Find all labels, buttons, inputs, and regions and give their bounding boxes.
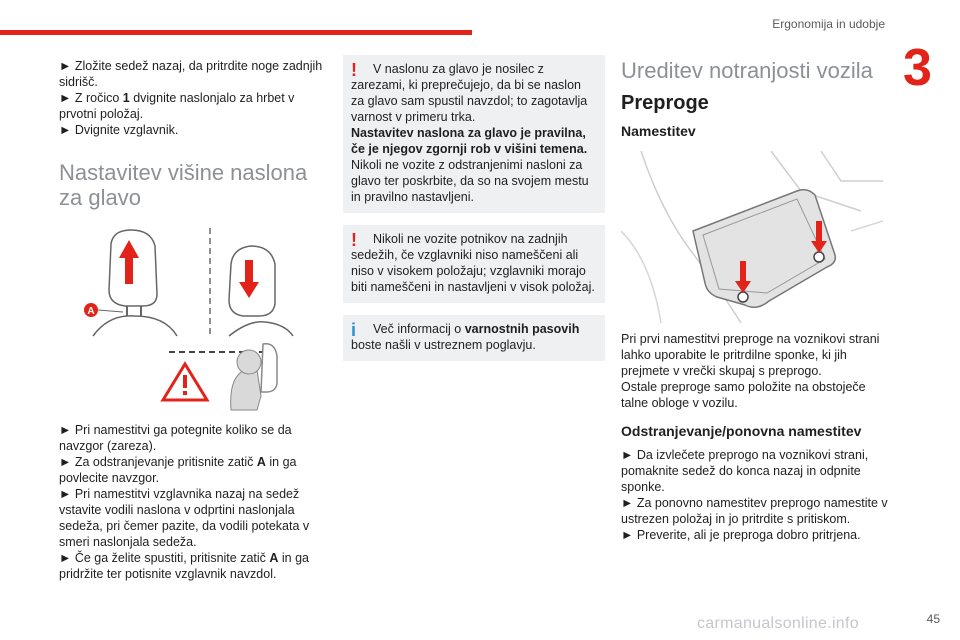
step: ► Z ročico 1 dvignite naslonjalo za hrbet v prvotni položaj. [59,91,295,121]
warning-icon: ! [351,230,357,250]
step: ► Da izvlečete preprogo na voznikovi strani, pomaknite sedež do konca nazaj in odpnite sponke. [621,448,869,494]
headrest-illustration [79,224,299,414]
step: ► Dvignite vzglavnik. [59,123,179,137]
column-middle [343,55,605,373]
paragraph: Pri prvi namestitvi preproge na voznikovi strani lahko uporabite le pritrdilne sponke, ki jih prejmete v vrečki skupaj s preprogo. [621,332,880,378]
page-number: 45 [926,612,940,626]
step: ► Zložite sedež nazaj, da pritrdite noge zadnjih sidrišč. [59,59,323,89]
warning-text: V naslonu za glavo je nosilec z zarezami, ki preprečujejo, da bi se naslon za glavo sam spustil navzdol; to zagotavlja varnost v primeru trka. [351,62,588,124]
column-right [621,58,893,543]
warning-icon: ! [351,60,357,80]
section-accent-bar [0,30,472,35]
headrest-diagram [79,224,299,414]
intro-steps [59,58,323,138]
section-title: Ergonomija in udobje [772,17,885,31]
step: ► Za ponovno namestitev preprogo namestite v ustrezen položaj in jo pritrdite s pritiskom. [621,496,888,526]
paragraph: Ostale preproge samo položite na obstoječe talne obloge v vozilu. [621,380,866,410]
install-text [621,331,893,411]
removal-steps [621,447,893,543]
section-number: 3 [903,39,932,97]
removal-heading: Odstranjevanje/ponovna namestitev [621,423,862,439]
callout-a-label: A [87,306,95,317]
warning-text-bold: Nastavitev naslona za glavo je pravilna, če je njegov zgornji rob v višini temena. [351,126,588,156]
watermark: carmanualsonline.info [697,615,859,632]
step: ► Pri namestitvi vzglavnika nazaj na sedež vstavite vodili naslona v odprtini naslonjala sedeža, pri čemer pazite, da vodili potekata v smeri naslonjala sedeža. [59,487,310,549]
install-heading: Namestitev [621,123,696,139]
column-left [59,58,323,582]
warning-text: Nikoli ne vozite z odstranjenimi nasloni za glavo ter poskrbite, da so na svojem mestu in pravilno nastavljeni. [351,158,589,204]
info-text: Več informacij o varnostnih pasovih boste našli v ustreznem poglavju. [351,322,580,352]
interior-heading: Ureditev notranjosti vozila [621,58,873,83]
warning-text: Nikoli ne vozite potnikov na zadnjih sedežih, če vzglavniki niso nameščeni ali niso v visokem položaju; vzglavniki morajo biti nameščeni in nastavljeni v visok položaj. [351,232,595,294]
step: ► Če ga želite spustiti, pritisnite zatič A in ga pridržite ter potisnite vzglavnik navzdol. [59,551,309,581]
step: ► Pri namestitvi ga potegnite koliko se da navzgor (zareza). [59,423,292,453]
mats-heading: Preproge [621,92,709,114]
step: ► Za odstranjevanje pritisnite zatič A in ga povlecite navzgor. [59,455,297,485]
info-icon: i [351,320,357,340]
floor-mat-illustration [621,151,883,323]
step: ► Preverite, ali je preproga dobro pritrjena. [621,528,861,542]
warning-box-headrest [343,55,605,213]
info-box-seatbelts [343,315,605,361]
headrest-steps [59,422,323,582]
headrest-heading: Nastavitev višine naslona za glavo [59,160,308,210]
warning-box-passengers [343,225,605,303]
floor-mat-diagram [621,151,883,323]
